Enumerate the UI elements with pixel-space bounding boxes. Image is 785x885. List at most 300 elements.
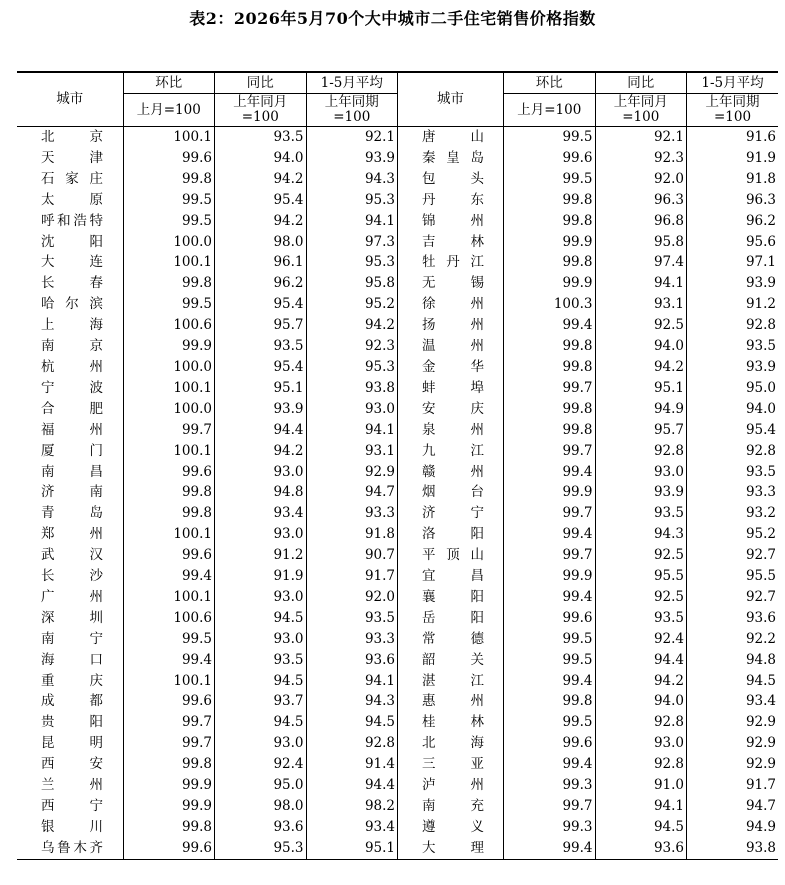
city-name: 郑州	[41, 526, 103, 543]
mom-value: 99.4	[504, 462, 596, 483]
city-name: 岳阳	[422, 609, 484, 626]
table-row	[17, 315, 778, 336]
table-row	[17, 169, 778, 190]
mom-value: 99.7	[504, 545, 596, 566]
yoy-value: 98.0	[215, 232, 307, 253]
city-name: 洛阳	[422, 526, 484, 543]
mom-value: 100.1	[123, 252, 215, 273]
mom-value: 99.4	[504, 754, 596, 775]
city-cell	[398, 650, 504, 671]
city-cell	[398, 441, 504, 462]
city-name: 合肥	[41, 400, 103, 417]
mom-value: 99.6	[504, 608, 596, 629]
city-name: 海口	[41, 651, 103, 668]
mom-value: 99.8	[504, 691, 596, 712]
city-name: 福州	[41, 421, 103, 438]
mom-value: 99.5	[504, 127, 596, 148]
mom-value: 99.7	[504, 796, 596, 817]
mom-value: 99.8	[504, 357, 596, 378]
table-row	[17, 629, 778, 650]
avg-value: 93.8	[687, 838, 779, 859]
table-row	[17, 211, 778, 232]
avg-value: 96.3	[687, 190, 779, 211]
city-cell	[17, 420, 123, 441]
table-row	[17, 378, 778, 399]
yoy-value: 93.5	[595, 503, 687, 524]
yoy-value: 94.1	[595, 796, 687, 817]
table-row	[17, 399, 778, 420]
city-name: 吉林	[422, 233, 484, 250]
table-row	[17, 775, 778, 796]
yoy-value: 94.4	[595, 650, 687, 671]
city-name: 宁波	[41, 379, 103, 396]
mom-value: 99.5	[123, 190, 215, 211]
city-header-left: 城市	[17, 72, 123, 127]
mom-value: 100.0	[123, 357, 215, 378]
avg-value: 92.3	[306, 336, 398, 357]
mom-value: 100.1	[123, 671, 215, 692]
mom-value: 100.0	[123, 232, 215, 253]
table-row	[17, 273, 778, 294]
mom-value: 99.6	[504, 148, 596, 169]
yoy-value: 92.4	[215, 754, 307, 775]
yoy-value: 92.5	[595, 545, 687, 566]
avg-value: 94.9	[687, 817, 779, 838]
table-row	[17, 462, 778, 483]
city-cell	[398, 462, 504, 483]
avg-value: 95.6	[687, 232, 779, 253]
table-row	[17, 817, 778, 838]
avg-value: 91.9	[687, 148, 779, 169]
avg-value: 94.0	[687, 399, 779, 420]
city-cell	[398, 273, 504, 294]
avg-value: 92.9	[306, 462, 398, 483]
mom-value: 100.1	[123, 441, 215, 462]
city-cell	[17, 482, 123, 503]
mom-value: 99.7	[123, 712, 215, 733]
yoy-value: 94.5	[215, 712, 307, 733]
city-cell	[398, 211, 504, 232]
city-name: 惠州	[422, 693, 484, 710]
mom-value: 99.4	[504, 671, 596, 692]
city-cell	[17, 190, 123, 211]
table-row	[17, 838, 778, 859]
city-cell	[17, 169, 123, 190]
mom-value: 99.7	[504, 378, 596, 399]
avg-value: 93.3	[687, 482, 779, 503]
mom-value: 100.1	[123, 587, 215, 608]
avg-value: 90.7	[306, 545, 398, 566]
yoy-value: 92.5	[595, 315, 687, 336]
city-cell	[398, 357, 504, 378]
avg-value: 93.9	[306, 148, 398, 169]
city-name: 烟台	[422, 484, 484, 501]
mom-value: 99.7	[123, 420, 215, 441]
city-cell	[17, 712, 123, 733]
city-name: 丹东	[422, 191, 484, 208]
avg-value: 95.2	[687, 524, 779, 545]
yoy-value: 93.6	[215, 817, 307, 838]
city-cell	[17, 754, 123, 775]
avg-value: 93.4	[687, 691, 779, 712]
avg-value: 93.3	[306, 629, 398, 650]
avg-value: 92.8	[687, 315, 779, 336]
avg-base-right: 上年同期=100	[687, 94, 779, 127]
yoy-value: 93.0	[215, 587, 307, 608]
yoy-value: 93.0	[595, 733, 687, 754]
city-cell	[398, 336, 504, 357]
avg-value: 97.1	[687, 252, 779, 273]
city-cell	[17, 524, 123, 545]
city-cell	[398, 545, 504, 566]
table-row	[17, 671, 778, 692]
city-name: 西安	[41, 756, 103, 773]
city-cell	[17, 441, 123, 462]
yoy-value: 94.8	[215, 482, 307, 503]
mom-value: 99.8	[504, 336, 596, 357]
city-cell	[398, 817, 504, 838]
city-name: 乌鲁木齐	[41, 839, 103, 856]
yoy-header-right: 同比	[595, 72, 687, 94]
table-row	[17, 148, 778, 169]
yoy-value: 91.2	[215, 545, 307, 566]
yoy-value: 93.0	[215, 462, 307, 483]
city-name: 泉州	[422, 421, 484, 438]
city-cell	[398, 796, 504, 817]
avg-base-left: 上年同期=100	[306, 94, 398, 127]
city-name: 济宁	[422, 505, 484, 522]
yoy-value: 94.5	[215, 608, 307, 629]
yoy-value: 96.2	[215, 273, 307, 294]
table-row	[17, 357, 778, 378]
mom-value: 100.0	[123, 399, 215, 420]
city-name: 无锡	[422, 275, 484, 292]
yoy-value: 94.9	[595, 399, 687, 420]
city-name: 武汉	[41, 547, 103, 564]
city-name: 青岛	[41, 505, 103, 522]
city-cell	[398, 420, 504, 441]
avg-value: 94.3	[306, 169, 398, 190]
city-name: 兰州	[41, 777, 103, 794]
mom-value: 99.6	[123, 462, 215, 483]
avg-value: 95.3	[306, 190, 398, 211]
city-cell	[17, 775, 123, 796]
yoy-base-left: 上年同月=100	[215, 94, 307, 127]
city-name: 襄阳	[422, 588, 484, 605]
mom-value: 99.5	[504, 169, 596, 190]
yoy-value: 93.5	[215, 336, 307, 357]
table-row	[17, 608, 778, 629]
yoy-value: 91.9	[215, 566, 307, 587]
avg-value: 91.8	[306, 524, 398, 545]
mom-value: 100.1	[123, 127, 215, 148]
mom-value: 99.8	[123, 273, 215, 294]
mom-value: 100.6	[123, 315, 215, 336]
yoy-value: 93.1	[595, 294, 687, 315]
yoy-base-right: 上年同月=100	[595, 94, 687, 127]
mom-base-right: 上月=100	[504, 94, 596, 127]
yoy-value: 95.7	[215, 315, 307, 336]
mom-value: 99.4	[504, 587, 596, 608]
city-cell	[17, 566, 123, 587]
yoy-value: 94.5	[595, 817, 687, 838]
city-name: 锦州	[422, 212, 484, 229]
yoy-value: 94.4	[215, 420, 307, 441]
avg-value: 92.0	[306, 587, 398, 608]
city-cell	[17, 378, 123, 399]
table-row	[17, 754, 778, 775]
table-row	[17, 441, 778, 462]
avg-value: 91.6	[687, 127, 779, 148]
avg-header-right: 1-5月平均	[687, 72, 779, 94]
city-name: 金华	[422, 358, 484, 375]
avg-value: 95.1	[306, 838, 398, 859]
mom-value: 99.7	[123, 733, 215, 754]
yoy-value: 94.2	[595, 671, 687, 692]
avg-value: 92.7	[687, 587, 779, 608]
mom-value: 99.8	[504, 211, 596, 232]
city-name: 韶关	[422, 651, 484, 668]
mom-base-left: 上月=100	[123, 94, 215, 127]
city-name: 南充	[422, 798, 484, 814]
city-name: 桂林	[422, 714, 484, 731]
city-name: 蚌埠	[422, 379, 484, 396]
avg-value: 98.2	[306, 796, 398, 817]
yoy-value: 94.2	[215, 211, 307, 232]
table-row	[17, 712, 778, 733]
city-name: 呼和浩特	[41, 212, 103, 229]
yoy-value: 97.4	[595, 252, 687, 273]
city-name: 西宁	[41, 798, 103, 814]
avg-value: 94.5	[306, 712, 398, 733]
city-cell	[17, 399, 123, 420]
yoy-value: 93.5	[215, 650, 307, 671]
yoy-value: 94.1	[595, 273, 687, 294]
table-row	[17, 503, 778, 524]
mom-value: 99.5	[123, 211, 215, 232]
city-name: 秦皇岛	[422, 149, 484, 166]
yoy-value: 95.1	[595, 378, 687, 399]
yoy-value: 93.5	[595, 608, 687, 629]
city-cell	[17, 629, 123, 650]
avg-header-left: 1-5月平均	[306, 72, 398, 94]
city-cell	[398, 399, 504, 420]
mom-value: 99.4	[504, 838, 596, 859]
city-name: 长春	[41, 275, 103, 292]
yoy-value: 92.4	[595, 629, 687, 650]
table-row	[17, 733, 778, 754]
avg-value: 91.7	[687, 775, 779, 796]
avg-value: 93.4	[306, 817, 398, 838]
avg-value: 93.9	[687, 273, 779, 294]
yoy-value: 92.0	[595, 169, 687, 190]
mom-value: 99.5	[504, 629, 596, 650]
city-cell	[398, 838, 504, 859]
mom-value: 99.3	[504, 775, 596, 796]
page-title: 表2：2026年5月70个大中城市二手住宅销售价格指数	[189, 9, 596, 28]
table-row	[17, 336, 778, 357]
city-cell	[398, 691, 504, 712]
city-cell	[398, 190, 504, 211]
mom-value: 99.6	[123, 545, 215, 566]
city-name: 包头	[422, 170, 484, 187]
yoy-value: 94.5	[215, 671, 307, 692]
city-cell	[398, 629, 504, 650]
city-name: 哈尔滨	[41, 296, 103, 313]
yoy-value: 92.1	[595, 127, 687, 148]
mom-value: 99.5	[504, 712, 596, 733]
city-cell	[398, 524, 504, 545]
yoy-value: 92.3	[595, 148, 687, 169]
yoy-value: 96.1	[215, 252, 307, 273]
avg-value: 93.6	[306, 650, 398, 671]
yoy-header-left: 同比	[215, 72, 307, 94]
avg-value: 95.3	[306, 357, 398, 378]
city-cell	[398, 378, 504, 399]
mom-value: 99.8	[123, 817, 215, 838]
city-cell	[17, 796, 123, 817]
city-name: 平顶山	[422, 547, 484, 564]
mom-value: 99.8	[123, 503, 215, 524]
mom-header-left: 环比	[123, 72, 215, 94]
avg-value: 93.2	[687, 503, 779, 524]
mom-value: 100.3	[504, 294, 596, 315]
city-name: 济南	[41, 484, 103, 501]
city-name: 遵义	[422, 818, 484, 835]
avg-value: 91.7	[306, 566, 398, 587]
city-name: 天津	[41, 149, 103, 166]
city-cell	[17, 608, 123, 629]
city-cell	[398, 733, 504, 754]
city-name: 南宁	[41, 630, 103, 647]
city-name: 泸州	[422, 777, 484, 794]
city-name: 温州	[422, 338, 484, 355]
avg-value: 92.2	[687, 629, 779, 650]
city-cell	[17, 336, 123, 357]
city-name: 南京	[41, 338, 103, 355]
city-name: 长沙	[41, 568, 103, 585]
yoy-value: 93.7	[215, 691, 307, 712]
mom-value: 99.7	[504, 441, 596, 462]
city-name: 湛江	[422, 672, 484, 689]
city-cell	[17, 462, 123, 483]
city-name: 银川	[41, 818, 103, 835]
avg-value: 92.7	[687, 545, 779, 566]
city-cell	[398, 775, 504, 796]
yoy-value: 94.0	[595, 336, 687, 357]
mom-value: 99.6	[123, 148, 215, 169]
avg-value: 94.1	[306, 420, 398, 441]
mom-value: 99.6	[123, 838, 215, 859]
avg-value: 97.3	[306, 232, 398, 253]
yoy-value: 95.4	[215, 357, 307, 378]
city-cell	[398, 608, 504, 629]
city-cell	[17, 273, 123, 294]
city-name: 成都	[41, 693, 103, 710]
table-body	[17, 127, 778, 860]
avg-value: 92.9	[687, 733, 779, 754]
city-cell	[17, 315, 123, 336]
mom-value: 99.9	[504, 232, 596, 253]
avg-value: 95.5	[687, 566, 779, 587]
avg-value: 92.1	[306, 127, 398, 148]
yoy-value: 93.0	[595, 462, 687, 483]
yoy-value: 95.5	[595, 566, 687, 587]
city-cell	[17, 357, 123, 378]
city-cell	[17, 587, 123, 608]
city-cell	[398, 169, 504, 190]
table-row	[17, 190, 778, 211]
city-header-right: 城市	[398, 72, 504, 127]
yoy-value: 95.1	[215, 378, 307, 399]
avg-value: 91.2	[687, 294, 779, 315]
city-name: 深圳	[41, 609, 103, 626]
avg-value: 93.6	[687, 608, 779, 629]
table-row	[17, 524, 778, 545]
yoy-value: 94.2	[215, 169, 307, 190]
city-cell	[17, 503, 123, 524]
mom-value: 99.6	[123, 691, 215, 712]
city-cell	[398, 712, 504, 733]
table-row	[17, 566, 778, 587]
mom-value: 99.8	[504, 420, 596, 441]
mom-value: 99.9	[504, 566, 596, 587]
city-cell	[17, 838, 123, 859]
avg-value: 92.9	[687, 712, 779, 733]
city-name: 重庆	[41, 672, 103, 689]
avg-value: 94.1	[306, 211, 398, 232]
mom-value: 99.7	[504, 503, 596, 524]
avg-value: 93.1	[306, 441, 398, 462]
table-row	[17, 650, 778, 671]
price-index-table	[17, 71, 778, 860]
avg-value: 94.4	[306, 775, 398, 796]
yoy-value: 92.8	[595, 441, 687, 462]
city-cell	[17, 650, 123, 671]
avg-value: 95.4	[687, 420, 779, 441]
city-cell	[17, 294, 123, 315]
city-cell	[398, 232, 504, 253]
table-row	[17, 587, 778, 608]
yoy-value: 96.8	[595, 211, 687, 232]
yoy-value: 93.9	[215, 399, 307, 420]
city-cell	[17, 211, 123, 232]
avg-value: 92.9	[687, 754, 779, 775]
city-name: 沈阳	[41, 233, 103, 250]
mom-value: 100.1	[123, 524, 215, 545]
city-name: 牡丹江	[422, 254, 484, 271]
avg-value: 93.3	[306, 503, 398, 524]
avg-value: 94.5	[687, 671, 779, 692]
city-name: 太原	[41, 191, 103, 208]
table-row	[17, 691, 778, 712]
avg-value: 91.4	[306, 754, 398, 775]
city-name: 宜昌	[422, 568, 484, 585]
mom-header-right: 环比	[504, 72, 596, 94]
city-cell	[398, 252, 504, 273]
yoy-value: 92.8	[595, 754, 687, 775]
city-cell	[17, 671, 123, 692]
yoy-value: 98.0	[215, 796, 307, 817]
avg-value: 95.0	[687, 378, 779, 399]
city-cell	[398, 148, 504, 169]
city-cell	[398, 671, 504, 692]
avg-value: 93.9	[687, 357, 779, 378]
city-name: 厦门	[41, 442, 103, 459]
avg-value: 94.1	[306, 671, 398, 692]
yoy-value: 93.5	[215, 127, 307, 148]
yoy-value: 96.3	[595, 190, 687, 211]
